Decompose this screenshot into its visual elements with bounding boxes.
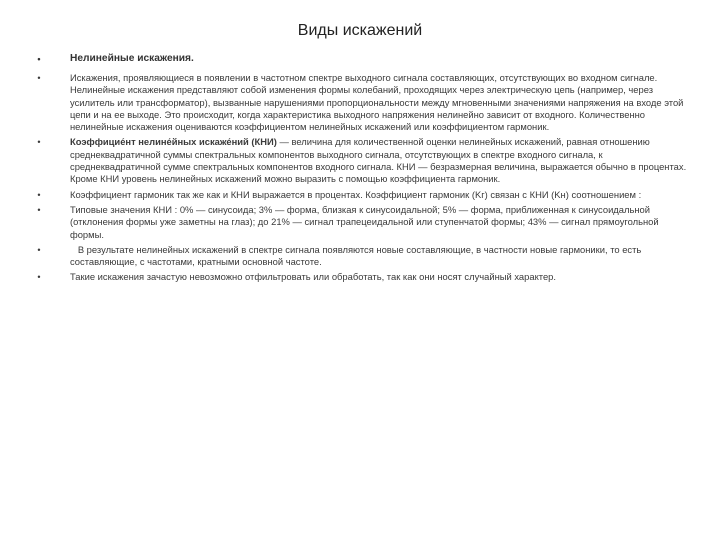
- bullet-text: Коэффициент гармоник так же как и КНИ выражается в процентах. Коэффициент гармоник (Kг) связан с КНИ (Kн) соотношением :: [70, 188, 642, 200]
- bullet-item: [34, 244, 694, 269]
- bullet-icon: •: [37, 272, 41, 283]
- bullet-item: [34, 204, 694, 241]
- bullet-icon: •: [37, 54, 41, 64]
- bullet-text: Типовые значения КНИ : 0% — синусоида; 3% — форма, близкая к синусоидальной; 5% — форма, приближенная к синусоидальной (отклонения формы уже заметны на глаз); до 21% — сигнал трапецеидальной или ступенчатой формы; 43% — сигнал прямоугольной формы.: [70, 203, 659, 240]
- bullet-list: [34, 52, 694, 287]
- bullet-text: В результате нелинейных искажений в спектре сигнала появляются новые составляющие, в частности новые гармоники, то есть составляющие, с частотами, кратными основной частоте.: [70, 243, 644, 268]
- bullet-text: Такие искажения зачастую невозможно отфильтровать или обработать, так как они носят случайный характер.: [70, 271, 557, 283]
- bullet-item: [34, 136, 694, 185]
- bullet-item: [34, 271, 694, 283]
- bullet-text: [70, 136, 694, 185]
- bullet-item: [34, 72, 694, 133]
- bullet-text-rest: — величина для количественной оценки нелинейных искажений, равная отношению среднеквадратичной суммы спектральных компонентов выходного сигнала, отсутствующих в спектре входного сигнала, к среднеквадратичной сумме спектральных компонентов входного сигнала. КНИ — безразмерная величина, выражается обычно в процентах. Кроме КНИ уровень нелинейных искажений можно выразить с помощью коэффициента гармоник.: [70, 136, 687, 185]
- bullet-icon: •: [37, 73, 41, 83]
- bullet-item: [34, 189, 694, 201]
- bullet-item: [34, 52, 694, 66]
- bullet-icon: •: [37, 189, 41, 200]
- bold-term: Коэффицие́нт нелине́йных искаже́ний (КНИ): [70, 136, 277, 148]
- bullet-text: Нелинейные искажения.: [70, 53, 194, 64]
- bullet-text: Искажения, проявляющиеся в появлении в частотном спектре выходного сигнала составляющих, отсутствующих во входном сигнале. Нелинейные искажения представляют собой изменения формы колебаний, проходящих через электрическую цепь (например, через усилитель или трансформатор), вызванные нарушениями пропорциональности между мгновенными значениями напряжения на входе этой цепи и на ее выходе. Это происходит, когда характеристика выходного напряжения нелинейно зависит от входного. Количественно нелинейные искажения оцениваются коэффициентом нелинейных искажений или коэффициентом гармоник.: [70, 72, 684, 133]
- bullet-icon: •: [37, 244, 41, 255]
- bullet-icon: •: [37, 204, 41, 215]
- slide-title: Виды искажений: [297, 22, 423, 39]
- bullet-icon: •: [37, 137, 41, 148]
